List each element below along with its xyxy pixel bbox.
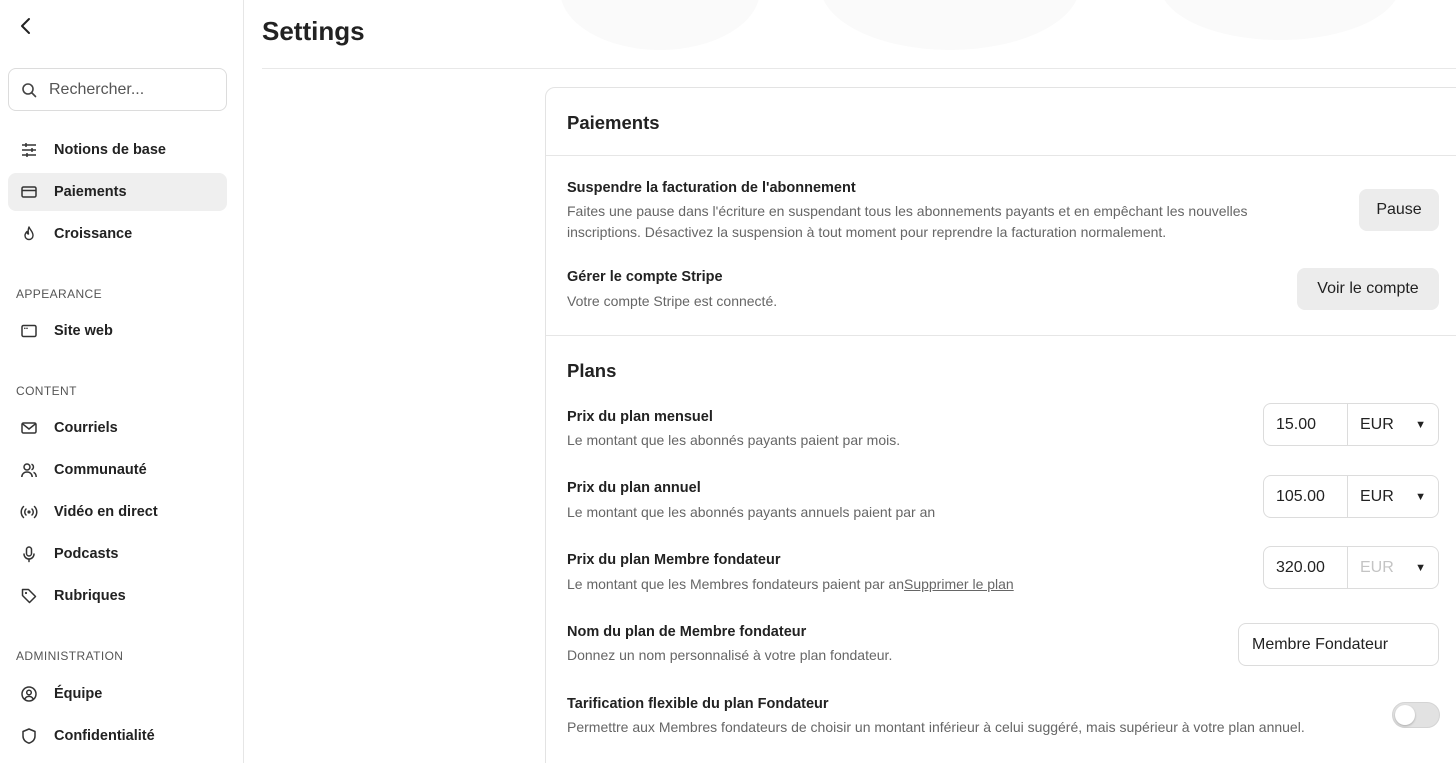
founding-name-title: Nom du plan de Membre fondateur [567,624,807,640]
search-box[interactable] [8,68,227,111]
flexible-pricing-title: Tarification flexible du plan Fondateur [567,696,829,712]
sidebar-item-label: Confidentialité [54,728,155,744]
caret-down-icon: ▼ [1415,561,1426,574]
founding-currency-select [1348,547,1438,588]
mail-icon [20,419,38,437]
search-input[interactable] [49,81,209,99]
header-decoration [520,0,1456,66]
credit-card-icon [20,183,38,201]
pause-billing-title: Suspendre la facturation de l'abonnement [567,180,856,196]
divider [546,155,1456,156]
header-divider [262,68,1456,69]
flame-icon [20,225,38,243]
browser-window-icon [20,322,38,340]
sidebar-item-label: Podcasts [54,546,119,562]
toggle-knob [1395,705,1415,725]
annual-plan-title: Prix du plan annuel [567,480,701,496]
founding-plan-description: Le montant que les Membres fondateurs paient par an [567,576,904,592]
sidebar-item-label: Croissance [54,226,133,242]
chevron-left-icon [19,17,33,35]
caret-down-icon: ▼ [1415,418,1426,431]
view-account-button[interactable]: Voir le compte [1297,268,1439,310]
sidebar-item-site-web[interactable] [8,312,227,350]
stripe-account-description: Votre compte Stripe est connecté. [567,293,778,309]
founding-name-input[interactable]: Membre Fondateur [1238,623,1439,666]
broadcast-icon [20,503,38,521]
founding-plan-description-row [567,574,1287,595]
founding-price-group [1263,546,1439,589]
sidebar-item-rubriques[interactable] [8,577,227,615]
annual-plan-description: Le montant que les abonnés payants annuels paient par an [567,504,936,520]
sidebar-item-podcasts[interactable] [8,535,227,573]
page-title: Settings [262,16,365,46]
monthly-price-group [1263,403,1439,446]
sidebar-item-label: Courriels [54,420,118,436]
monthly-price-input[interactable]: 15.00 [1264,404,1348,445]
payments-heading: Paiements [567,112,660,133]
currency-value: EUR [1360,415,1394,433]
divider [546,335,1456,336]
founding-price-input[interactable]: 320.00 [1264,547,1348,588]
monthly-plan-title: Prix du plan mensuel [567,409,713,425]
users-icon [20,461,38,479]
sidebar-item-label: Communauté [54,462,147,478]
pause-button[interactable]: Pause [1359,189,1439,231]
user-circle-icon [20,685,38,703]
caret-down-icon: ▼ [1415,490,1426,503]
tag-icon [20,587,38,605]
sidebar-item-video-en-direct[interactable] [8,493,227,531]
founding-name-description: Donnez un nom personnalisé à votre plan fondateur. [567,647,893,663]
annual-currency-select[interactable] [1348,476,1438,517]
sidebar-item-communaute[interactable] [8,451,227,489]
payments-settings-card [545,87,1456,763]
sidebar-item-label: Site web [54,323,113,339]
sidebar-item-label: Paiements [54,184,127,200]
back-button[interactable] [14,14,38,38]
sidebar-item-label: Notions de base [54,142,166,158]
shield-icon [20,727,38,745]
sidebar-item-courriels[interactable] [8,409,227,447]
currency-value: EUR [1360,558,1394,576]
sidebar-item-label: Vidéo en direct [54,504,158,520]
plans-heading: Plans [567,360,617,381]
section-label-administration: ADMINISTRATION [16,649,124,663]
section-label-content: CONTENT [16,384,77,398]
annual-price-group [1263,475,1439,518]
sidebar-item-croissance[interactable] [8,215,227,253]
monthly-currency-select[interactable] [1348,404,1438,445]
delete-plan-link[interactable]: Supprimer le plan [903,576,1014,592]
search-icon [21,82,37,98]
sidebar-item-label: Rubriques [54,588,126,604]
flexible-pricing-toggle[interactable] [1392,702,1440,728]
annual-price-input[interactable]: 105.00 [1264,476,1348,517]
stripe-account-title: Gérer le compte Stripe [567,269,723,285]
section-label-appearance: APPEARANCE [16,287,103,301]
founding-plan-title: Prix du plan Membre fondateur [567,552,781,568]
sidebar-item-notions-de-base[interactable] [8,131,227,169]
sidebar-item-paiements[interactable] [8,173,227,211]
sidebar-item-confidentialite[interactable] [8,717,227,755]
sidebar-item-equipe[interactable] [8,675,227,713]
flexible-pricing-description: Permettre aux Membres fondateurs de choisir un montant inférieur à celui suggéré, mais supérieur à votre plan annuel. [567,719,1305,735]
currency-value: EUR [1360,487,1394,505]
sidebar-item-label: Équipe [54,686,103,702]
sliders-icon [20,141,38,159]
monthly-plan-description: Le montant que les abonnés payants paient par mois. [567,432,901,448]
microphone-icon [20,545,38,563]
sidebar [0,0,244,763]
pause-billing-description: Faites une pause dans l'écriture en suspendant tous les abonnements payants et en empêchant les nouvelles inscriptions. Désactivez la suspension à tout moment pour reprendre la facturation normalement. [567,203,1248,240]
